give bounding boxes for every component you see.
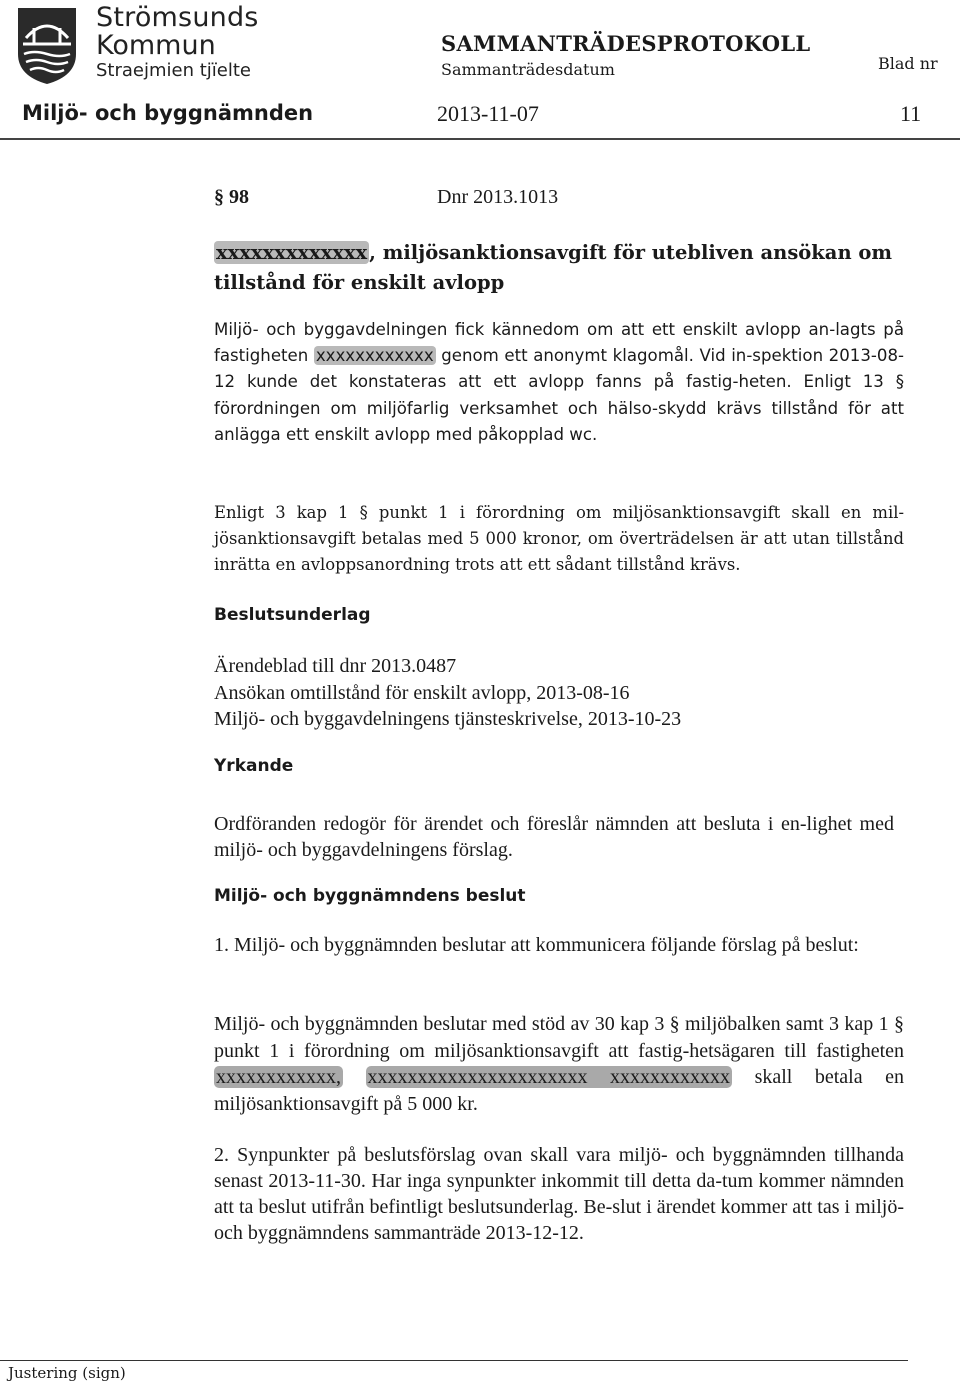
paragraph-legal-basis: Enligt 3 kap 1 § punkt 1 i förordning om miljösanktionsavgift skall en mil-jösanktionsavgift betalas med 5 000 kronor, om överträdelsen är att utan tillstånd inrätta en avloppsanordning trots att ett sådant tillstånd krävs. xyxy=(214,503,904,575)
paragraph-proposal xyxy=(214,1011,904,1117)
p1-text-a: Miljö- och byggavdelningen fick kännedom om att ett enskilt avlopp an-lagts på fastigheten xyxy=(214,320,904,366)
document-type: SAMMANTRÄDESPROTOKOLL xyxy=(441,31,811,56)
item-title xyxy=(214,238,914,298)
heading-yrkande: Yrkande xyxy=(214,756,294,776)
org-name-line1: Strömsunds xyxy=(96,2,259,33)
redacted-property: xxxxxxxxxxxx xyxy=(315,346,434,366)
list-item: Miljö- och byggavdelningens tjänsteskrivelse, 2013-10-23 xyxy=(214,708,682,730)
redacted-name: xxxxxxxxxxxxx xyxy=(216,241,368,264)
redacted-property: xxxxxxxxxxxx, xyxy=(216,1066,341,1088)
paragraph-background xyxy=(214,317,904,448)
section-number: § 98 xyxy=(214,186,249,208)
municipality-logo-icon xyxy=(14,4,80,86)
paragraph-decision-2: 2. Synpunkter på beslutsförslag ovan skall vara miljö- och byggnämnden tillhanda senast 2013-11-30. Har inga synpunkter inkommit till detta da-tum kommer nämnden att ta beslut utifrån befintligt beslutsunderlag. Be-slut i ärendet kommer att tas i miljö- och byggnämndens sammanträde 2013-12-12. xyxy=(214,1144,904,1244)
header-divider xyxy=(0,138,960,140)
meeting-date: 2013-11-07 xyxy=(437,101,539,126)
heading-beslutsunderlag: Beslutsunderlag xyxy=(214,605,371,625)
p5-text-a: Miljö- och byggnämnden beslutar med stöd av 30 kap 3 § miljöbalken samt 3 kap 1 § punkt 1 i förordning om miljösanktionsavgift att fastig-hetsägaren till fastigheten xyxy=(214,1013,904,1062)
paragraph-motion: Ordföranden redogör för ärendet och föreslår nämnden att besluta i en-lighet med miljö- och byggavdelningens förslag. xyxy=(214,813,894,861)
list-item: Ansökan omtillstånd för enskilt avlopp, 2013-08-16 xyxy=(214,681,630,704)
item-title-text: , miljösanktionsavgift för utebliven ansökan om tillstånd för enskilt avlopp xyxy=(214,241,893,294)
list-item: Ärendeblad till dnr 2013.0487 xyxy=(214,655,457,677)
redacted-owner: xxxxxxxxxxxxxxxxxxxxxx xxxxxxxxxxxx xyxy=(367,1066,731,1088)
date-label: Sammanträdesdatum xyxy=(441,60,615,79)
case-number: Dnr 2013.1013 xyxy=(437,186,559,208)
committee-name: Miljö- och byggnämnden xyxy=(22,101,314,125)
org-name-line2: Kommun xyxy=(96,30,216,61)
paragraph-decision-1: 1. Miljö- och byggnämnden beslutar att kommunicera följande förslag på beslut: xyxy=(214,934,859,956)
p5-text-b: skall betala en miljösanktionsavgift på 5 000 kr. xyxy=(214,1066,905,1115)
footer-divider xyxy=(0,1360,908,1361)
decision-basis-list xyxy=(214,653,681,733)
p1-text-b: genom ett anonymt klagomål. Vid in-spektion 2013-08-12 kunde det konstateras att ett avlopp fanns på fastig-heten. Enligt 13 § förordningen om miljöfarlig verksamhet och hälso-skydd krävs tillstånd för att anlägga ett enskilt avlopp med påkopplad wc. xyxy=(214,346,904,444)
heading-decision: Miljö- och byggnämndens beslut xyxy=(214,886,526,906)
org-name-line3: Straejmien tjïelte xyxy=(96,60,251,81)
page-label: Blad nr xyxy=(878,54,938,73)
page-number: 11 xyxy=(900,101,922,126)
signature-label: Justering (sign) xyxy=(8,1364,126,1382)
